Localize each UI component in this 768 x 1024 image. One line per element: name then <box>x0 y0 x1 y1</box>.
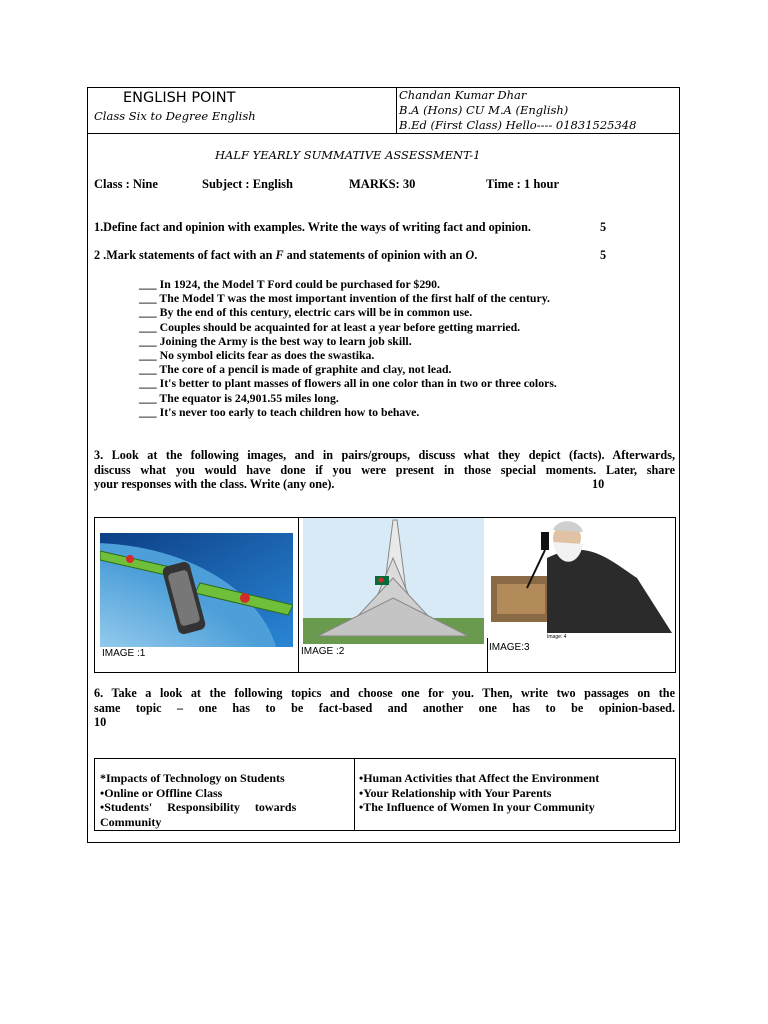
image-3-cell <box>487 518 675 672</box>
question-6-line: 6. Take a look at the following topics and choose one for you. Then, write two passages on the <box>94 686 675 700</box>
telephone-inventor-image <box>487 518 675 638</box>
question-1: 1.Define fact and opinion with examples. Write the ways of writing fact and opinion. <box>94 220 531 234</box>
header-brand-block <box>88 88 397 133</box>
list-item: ___ In 1924, the Model T Ford could be purchased for $290. <box>139 277 440 291</box>
question-2-marks: 5 <box>600 248 607 262</box>
teacher-qualification-2: B.Ed (First Class) Hello---- 01831525348 <box>399 118 637 132</box>
question-2: 2 .Mark statements of fact with an F and statements of opinion with an O. <box>94 248 478 262</box>
topic-item: •Human Activities that Affect the Environment <box>359 771 600 785</box>
list-item: ___ Joining the Army is the best way to learn job skill. <box>139 333 412 348</box>
brand-name: ENGLISH POINT <box>123 90 236 106</box>
list-item: ___ It's never too early to teach children how to behave. <box>139 404 420 419</box>
satellite-image <box>100 533 293 647</box>
subject-label: Subject : English <box>202 177 293 191</box>
topic-item: •Your Relationship with Your Parents <box>359 785 552 800</box>
question-3 <box>94 448 675 492</box>
list-item: ___ By the end of this century, electric cars will be in common use. <box>139 305 473 320</box>
list-item: ___ The Model T was the most important invention of the first half of the century. <box>139 291 550 306</box>
time-label: Time : 1 hour <box>486 177 560 191</box>
class-label: Class : Nine <box>94 177 158 191</box>
topic-item: •Students' Responsibility towards <box>100 800 297 814</box>
exam-title: HALF YEARLY SUMMATIVE ASSESSMENT-1 <box>215 148 481 162</box>
list-item: ___ The equator is 24,901.55 miles long. <box>139 390 339 405</box>
topic-item: •The Influence of Women In your Community <box>359 800 595 814</box>
question-6 <box>94 686 675 730</box>
question-6-marks: 10 <box>94 715 107 730</box>
topics-divider <box>354 759 355 831</box>
exam-sheet <box>87 87 680 843</box>
list-item: ___ No symbol elicits fear as does the swastika. <box>139 348 375 363</box>
header <box>88 88 679 134</box>
topics-right-column <box>359 771 671 815</box>
question-3-line: discuss what you would have done if you were present in those special moments. Later, share <box>94 462 675 477</box>
teacher-qualification-1: B.A (Hons) CU M.A (English) <box>399 103 569 117</box>
image-3-inner-label: Image: 4 <box>547 634 567 640</box>
question-3-line: 3. Look at the following images, and in pairs/groups, discuss what they depict (facts). Afterwards, <box>94 448 675 462</box>
topics-left-column <box>100 771 350 829</box>
topics-table <box>94 758 676 831</box>
image-3-caption: IMAGE:3 <box>489 642 530 653</box>
topic-item: Community <box>100 814 162 829</box>
question-3-line: your responses with the class. Write (any one). <box>94 477 335 492</box>
question-1-marks: 5 <box>600 220 607 234</box>
marks-label: MARKS: 30 <box>349 177 416 191</box>
question-6-line: same topic – one has to be fact-based and another one has to be opinion-based. <box>94 700 675 715</box>
list-item: ___ The core of a pencil is made of graphite and clay, not lead. <box>139 362 452 377</box>
image-2-cell <box>298 518 488 672</box>
image-1-cell <box>95 518 299 672</box>
topic-item: •Online or Offline Class <box>100 785 223 800</box>
image-2-caption: IMAGE :2 <box>301 646 345 657</box>
topic-item: *Impacts of Technology on Students <box>100 771 285 785</box>
brand-tagline: Class Six to Degree English <box>94 109 256 123</box>
image-row <box>94 517 676 673</box>
list-item: ___ It's better to plant masses of flowers all in one color than in two or three colors. <box>139 376 557 391</box>
list-item: ___ Couples should be acquainted for at least a year before getting married. <box>139 319 521 334</box>
teacher-name: Chandan Kumar Dhar <box>399 88 527 102</box>
question-3-marks: 10 <box>592 477 605 491</box>
image-1-caption: IMAGE :1 <box>102 648 146 659</box>
statement-list <box>139 277 557 419</box>
national-memorial-image <box>303 518 484 644</box>
